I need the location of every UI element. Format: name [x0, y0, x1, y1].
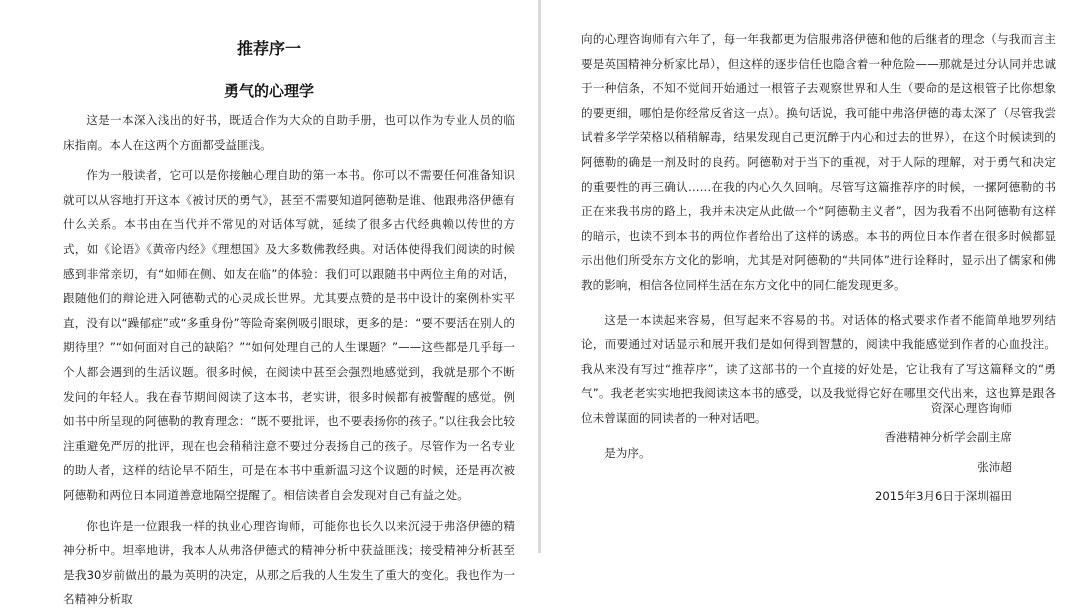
paragraph: 这是一本深入浅出的好书，既适合作为大众的自助手册，也可以作为专业人员的临床指南。本人在这两个方面都受益匪浅。 — [63, 113, 515, 152]
signature-date: 2015年3月6日于深圳福田 — [874, 489, 1012, 503]
signature-role: 资深心理咨询师 — [930, 401, 1012, 415]
paragraph: 作为一般读者，它可以是你接触心理自助的第一本书。你可以不需要任何准备知识就可以从容地打开这本《被讨厌的勇气》，甚至不需要知道阿德勒是谁、他跟弗洛伊德有什么关系。本书由在当代并不常见的对话体写就，延续了很多古代经典赖以传世的方式，如《论语》《黄帝内经》《理想国》及大多数佛教经典。对话体使得我们阅读的时候感到非常亲切，有“如师在侧、如友在临”的体验：我们可以跟随书中两位主角的对话，跟随他们的辩论进入阿德勒式的心灵成长世界。尤其要点赞的是书中设计的案例朴实平直，没有以“躁郁症”或“多重身份”等险奇案例吸引眼球，更多的是：“要不要活在别人的期待里？”“如何面对自己的缺陷？”“如何处理自己的人生课题？”——这些都是几乎每一个人都会遇到的生活议题。很多时候，在阅读中甚至会强烈地感觉到，我就是那个不断发问的年轻人。我在春节期间阅读了这本书，老实讲，很多时候都有被警醒的感觉。例如书中所呈现的阿德勒的教育理念：“既不要批评，也不要表扬你的孩子。”以往我会比较注重避免严厉的批评，现在也会稍稍注意不要过分表扬自己的孩子。尽管作为一名专业的助人者，这样的结论早不陌生，可是在本书中重新温习这个议题的时候，还是再次被阿德勒和两位日本同道善意地隔空提醒了。相信读者自会发现对自己有益之处。 — [63, 168, 515, 502]
paragraph: 你也许是一位跟我一样的执业心理咨询师，可能你也长久以来沉浸于弗洛伊德的精神分析中。坦率地讲，我本人从弗洛伊德式的精神分析中获益匪浅；接受精神分析甚至是我30岁前做出的最为英明的决定，从那之后我的人生发生了重大的变化。我也作为一名精神分析取 — [63, 518, 515, 607]
left-body — [63, 108, 515, 612]
left-page — [0, 0, 538, 607]
paragraph: 这是一本读起来容易，但写起来不容易的书。对话体的格式要求作者不能简单地罗列结论，而要通过对话显示和展开我们是如何得到智慧的，阅读中我能感觉到作者的心血投注。我从来没有写过“推荐序”，读了这部书的一个直接的好处是，它让我有了写这篇释文的“勇气”。我老老实实地把我阅读这本书的感受，以及我觉得它好在哪里交代出来，这也算是跟各位未曾谋面的同读者的一种对话吧。 — [581, 312, 1056, 425]
closing-line: 是为序。 — [604, 445, 651, 460]
right-page — [541, 0, 1080, 553]
signature-organization: 香港精神分析学会副主席 — [884, 430, 1012, 444]
paragraph-continued: 向的心理咨询师有六年了，每一年我都更为信服弗洛伊德和他的后继者的理念（与我而言主要是英国精神分析家比昂），但这样的逐步信任也隐含着一种危险——那就是过分认同并忠诚于一种信条，不知不觉间开始通过一根管子去观察世界和人生（要命的是这根管子比你想象的要更细，哪怕是你经常反省这一点）。换句话说，我可能中弗洛伊德的毒太深了（尽管我尝试着多学学荣格以稍稍解毒，结果发现自己更沉醉于内心和过去的世界），在这个时候读到的阿德勒的确是一剂及时的良药。阿德勒对于当下的重视，对于人际的理解，对于勇气和决定的重要性的再三确认……在我的内心久久回响。尽管写这篇推荐序的时候，一摞阿德勒的书正在来我书房的路上，我并未决定从此做一个“阿德勒主义者”，因为我看不出阿德勒有这样的暗示，也读不到本书的两位作者给出了这样的诱惑。本书的两位日本作者在很多时候都显示出他们所受东方文化的影响，尤其是对阿德勒的“共同体”进行诠释时，显示出了儒家和佛教的影响，相信各位同样生活在东方文化中的同仁能发现更多。 — [581, 32, 1056, 292]
chapter-title: 勇气的心理学 — [223, 82, 314, 100]
preface-label: 推荐序一 — [236, 39, 301, 58]
signature-name: 张沛超 — [977, 460, 1012, 474]
